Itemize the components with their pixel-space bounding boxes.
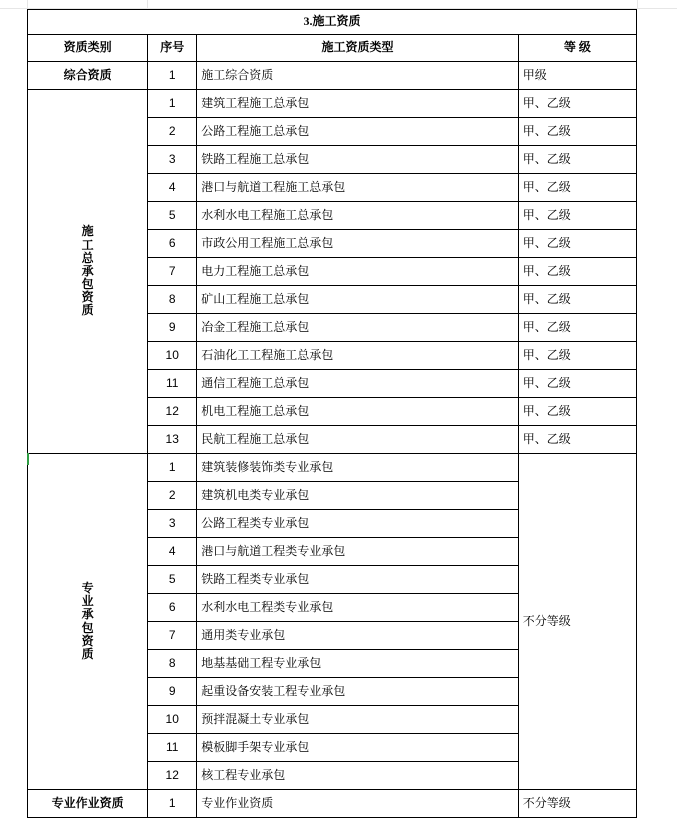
row-type: 机电工程施工总承包 bbox=[197, 398, 519, 426]
table-row bbox=[28, 790, 637, 818]
row-type: 预拌混凝土专业承包 bbox=[197, 706, 519, 734]
row-type: 建筑装修装饰类专业承包 bbox=[197, 454, 519, 482]
row-type: 铁路工程类专业承包 bbox=[197, 566, 519, 594]
row-type: 公路工程类专业承包 bbox=[197, 510, 519, 538]
category-char: 承 bbox=[81, 607, 94, 622]
row-index: 11 bbox=[148, 734, 197, 762]
row-grade: 甲、乙级 bbox=[518, 258, 636, 286]
cell-selection-marker bbox=[27, 453, 29, 465]
category-char: 资 bbox=[81, 633, 94, 648]
row-grade: 甲、乙级 bbox=[518, 202, 636, 230]
row-index: 6 bbox=[148, 230, 197, 258]
spreadsheet-guide-row bbox=[0, 0, 677, 9]
row-type: 通用类专业承包 bbox=[197, 622, 519, 650]
row-grade: 甲、乙级 bbox=[518, 146, 636, 174]
table-title-row bbox=[28, 10, 637, 35]
category-char: 包 bbox=[81, 277, 94, 292]
row-grade: 不分等级 bbox=[518, 790, 636, 818]
row-index: 12 bbox=[148, 762, 197, 790]
row-type: 起重设备安装工程专业承包 bbox=[197, 678, 519, 706]
row-index: 1 bbox=[148, 62, 197, 90]
spreadsheet-guide-line-1 bbox=[27, 0, 28, 9]
row-index: 8 bbox=[148, 286, 197, 314]
table-row bbox=[28, 454, 637, 482]
category-cell-comprehensive: 综合资质 bbox=[28, 62, 148, 90]
category-char: 承 bbox=[81, 263, 94, 278]
row-type: 专业作业资质 bbox=[197, 790, 519, 818]
row-grade: 甲、乙级 bbox=[518, 90, 636, 118]
category-cell-specialty-contracting bbox=[28, 454, 148, 790]
table-header-row bbox=[28, 35, 637, 62]
category-char: 质 bbox=[81, 646, 94, 661]
row-type: 冶金工程施工总承包 bbox=[197, 314, 519, 342]
row-type: 矿山工程施工总承包 bbox=[197, 286, 519, 314]
row-type: 施工综合资质 bbox=[197, 62, 519, 90]
row-index: 9 bbox=[148, 314, 197, 342]
row-grade: 甲级 bbox=[518, 62, 636, 90]
row-type: 建筑工程施工总承包 bbox=[197, 90, 519, 118]
category-char: 施 bbox=[81, 224, 94, 239]
row-grade: 甲、乙级 bbox=[518, 342, 636, 370]
row-index: 1 bbox=[148, 790, 197, 818]
row-grade: 甲、乙级 bbox=[518, 370, 636, 398]
row-grade-merged: 不分等级 bbox=[518, 454, 636, 790]
row-index: 12 bbox=[148, 398, 197, 426]
row-index: 3 bbox=[148, 146, 197, 174]
row-grade: 甲、乙级 bbox=[518, 286, 636, 314]
row-grade: 甲、乙级 bbox=[518, 398, 636, 426]
row-grade: 甲、乙级 bbox=[518, 118, 636, 146]
row-type: 公路工程施工总承包 bbox=[197, 118, 519, 146]
row-index: 3 bbox=[148, 510, 197, 538]
category-char: 资 bbox=[81, 290, 94, 305]
table-title: 3.施工资质 bbox=[28, 10, 637, 35]
row-type: 电力工程施工总承包 bbox=[197, 258, 519, 286]
row-type: 市政公用工程施工总承包 bbox=[197, 230, 519, 258]
row-index: 1 bbox=[148, 454, 197, 482]
category-char: 工 bbox=[81, 237, 94, 252]
row-grade: 甲、乙级 bbox=[518, 314, 636, 342]
row-index: 2 bbox=[148, 482, 197, 510]
row-index: 7 bbox=[148, 622, 197, 650]
row-index: 8 bbox=[148, 650, 197, 678]
row-type: 石油化工工程施工总承包 bbox=[197, 342, 519, 370]
row-grade: 甲、乙级 bbox=[518, 230, 636, 258]
category-cell-specialty-operation: 专业作业资质 bbox=[28, 790, 148, 818]
row-index: 9 bbox=[148, 678, 197, 706]
construction-qualification-table bbox=[27, 9, 637, 818]
row-type: 铁路工程施工总承包 bbox=[197, 146, 519, 174]
row-index: 5 bbox=[148, 566, 197, 594]
spreadsheet-guide-line-2 bbox=[147, 0, 148, 9]
row-index: 7 bbox=[148, 258, 197, 286]
row-type: 建筑机电类专业承包 bbox=[197, 482, 519, 510]
row-type: 核工程专业承包 bbox=[197, 762, 519, 790]
category-char: 质 bbox=[81, 303, 94, 318]
row-type: 水利水电工程施工总承包 bbox=[197, 202, 519, 230]
category-char: 专 bbox=[81, 580, 94, 595]
row-index: 6 bbox=[148, 594, 197, 622]
spreadsheet-guide-line-3 bbox=[637, 0, 638, 9]
row-index: 1 bbox=[148, 90, 197, 118]
row-grade: 甲、乙级 bbox=[518, 426, 636, 454]
row-grade: 甲、乙级 bbox=[518, 174, 636, 202]
row-index: 4 bbox=[148, 174, 197, 202]
category-char: 总 bbox=[81, 250, 94, 265]
table-row bbox=[28, 90, 637, 118]
header-category: 资质类别 bbox=[28, 35, 148, 62]
category-char: 包 bbox=[81, 620, 94, 635]
row-index: 4 bbox=[148, 538, 197, 566]
row-index: 11 bbox=[148, 370, 197, 398]
header-type: 施工资质类型 bbox=[197, 35, 519, 62]
header-index: 序号 bbox=[148, 35, 197, 62]
row-index: 10 bbox=[148, 342, 197, 370]
row-type: 民航工程施工总承包 bbox=[197, 426, 519, 454]
row-type: 水利水电工程类专业承包 bbox=[197, 594, 519, 622]
row-index: 5 bbox=[148, 202, 197, 230]
row-type: 模板脚手架专业承包 bbox=[197, 734, 519, 762]
row-type: 港口与航道工程施工总承包 bbox=[197, 174, 519, 202]
row-type: 港口与航道工程类专业承包 bbox=[197, 538, 519, 566]
category-cell-general-contracting bbox=[28, 90, 148, 454]
category-char: 业 bbox=[81, 594, 94, 609]
row-index: 10 bbox=[148, 706, 197, 734]
row-index: 13 bbox=[148, 426, 197, 454]
row-type: 通信工程施工总承包 bbox=[197, 370, 519, 398]
table-row bbox=[28, 62, 637, 90]
row-index: 2 bbox=[148, 118, 197, 146]
row-type: 地基基础工程专业承包 bbox=[197, 650, 519, 678]
header-grade: 等 级 bbox=[518, 35, 636, 62]
